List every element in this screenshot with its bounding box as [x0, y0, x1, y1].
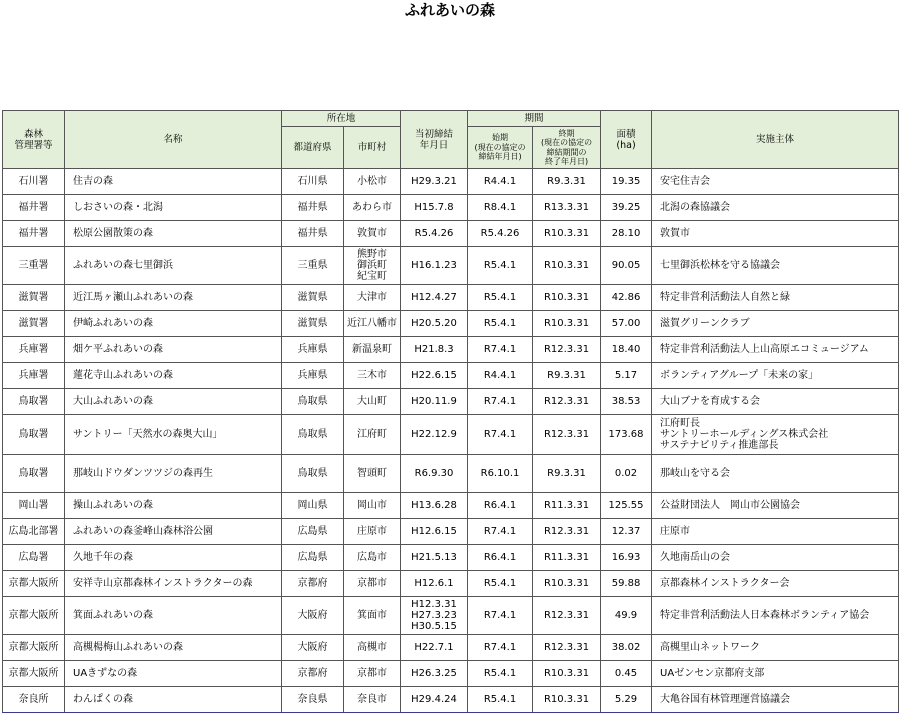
cell-name: 那岐山ドウダンツツジの森再生: [65, 455, 282, 493]
cell-initial-date: R5.4.26: [401, 221, 468, 247]
cell-office: 広島北部署: [3, 519, 65, 545]
cell-prefecture: 岡山県: [282, 493, 344, 519]
cell-area: 28.10: [601, 221, 652, 247]
cell-initial-date: H22.12.9: [401, 415, 468, 455]
cell-prefecture: 滋賀県: [282, 285, 344, 311]
cell-area: 12.37: [601, 519, 652, 545]
cell-city: 敦賀市: [344, 221, 401, 247]
cell-office: 三重署: [3, 247, 65, 285]
cell-prefecture: 鳥取県: [282, 455, 344, 493]
cell-area: 59.88: [601, 571, 652, 597]
cell-start: R7.4.1: [468, 337, 533, 363]
cell-city: 岡山市: [344, 493, 401, 519]
cell-initial-date: H29.4.24: [401, 687, 468, 713]
cell-office: 滋賀署: [3, 285, 65, 311]
cell-start: R5.4.1: [468, 247, 533, 285]
cell-area: 16.93: [601, 545, 652, 571]
cell-organization: 大山ブナを育成する会: [652, 389, 899, 415]
cell-office: 京都大阪所: [3, 571, 65, 597]
cell-city: 庄原市: [344, 519, 401, 545]
table-row: [3, 519, 899, 545]
cell-start: R4.4.1: [468, 363, 533, 389]
cell-organization: 安宅住吉会: [652, 169, 899, 195]
cell-start: R7.4.1: [468, 519, 533, 545]
table-row: [3, 687, 899, 713]
cell-initial-date: H20.5.20: [401, 311, 468, 337]
cell-start: R6.4.1: [468, 493, 533, 519]
cell-organization: 滋賀グリーンクラブ: [652, 311, 899, 337]
forest-table: [2, 110, 899, 713]
cell-initial-date: H15.7.8: [401, 195, 468, 221]
cell-office: 鳥取署: [3, 415, 65, 455]
cell-office: 福井署: [3, 221, 65, 247]
cell-organization: 七里御浜松林を守る協議会: [652, 247, 899, 285]
cell-organization: 公益財団法人 岡山市公園協会: [652, 493, 899, 519]
cell-prefecture: 福井県: [282, 195, 344, 221]
cell-office: 岡山署: [3, 493, 65, 519]
header-end: 終期 (現在の協定の 締結期間の 終了年月日): [533, 127, 601, 169]
table-row: [3, 493, 899, 519]
cell-city: 京都市: [344, 571, 401, 597]
cell-name: しおさいの森・北潟: [65, 195, 282, 221]
cell-organization: 大亀谷国有林管理運営協議会: [652, 687, 899, 713]
cell-office: 広島署: [3, 545, 65, 571]
cell-initial-date: H22.6.15: [401, 363, 468, 389]
cell-organization: 高槻里山ネットワーク: [652, 635, 899, 661]
cell-area: 19.35: [601, 169, 652, 195]
cell-area: 5.17: [601, 363, 652, 389]
cell-prefecture: 京都府: [282, 571, 344, 597]
table-row: [3, 415, 899, 455]
cell-city: 智頭町: [344, 455, 401, 493]
cell-office: 鳥取署: [3, 389, 65, 415]
cell-initial-date: H21.8.3: [401, 337, 468, 363]
cell-organization: 那岐山を守る会: [652, 455, 899, 493]
table-row: [3, 545, 899, 571]
page-title: ふれあいの森: [404, 1, 495, 19]
table-body: [3, 169, 899, 713]
cell-office: 京都大阪所: [3, 635, 65, 661]
cell-initial-date: H13.6.28: [401, 493, 468, 519]
cell-start: R6.4.1: [468, 545, 533, 571]
cell-start: R7.4.1: [468, 389, 533, 415]
cell-city: 奈良市: [344, 687, 401, 713]
table-row: [3, 285, 899, 311]
cell-organization: 特定非営利活動法人日本森林ボランティア協会: [652, 597, 899, 635]
table-header: [3, 111, 899, 169]
cell-end: R11.3.31: [533, 545, 601, 571]
cell-area: 38.53: [601, 389, 652, 415]
cell-initial-date: H20.11.9: [401, 389, 468, 415]
cell-prefecture: 広島県: [282, 545, 344, 571]
cell-start: R5.4.26: [468, 221, 533, 247]
cell-city: 大山町: [344, 389, 401, 415]
cell-prefecture: 鳥取県: [282, 389, 344, 415]
cell-end: R10.3.31: [533, 687, 601, 713]
cell-end: R12.3.31: [533, 635, 601, 661]
cell-area: 57.00: [601, 311, 652, 337]
cell-start: R4.4.1: [468, 169, 533, 195]
cell-office: 福井署: [3, 195, 65, 221]
header-city: 市町村: [344, 127, 401, 169]
cell-name: ふれあいの森七里御浜: [65, 247, 282, 285]
cell-initial-date: H26.3.25: [401, 661, 468, 687]
cell-initial-date: H12.6.15: [401, 519, 468, 545]
cell-city: 箕面市: [344, 597, 401, 635]
cell-end: R13.3.31: [533, 195, 601, 221]
cell-prefecture: 三重県: [282, 247, 344, 285]
cell-name: 箕面ふれあいの森: [65, 597, 282, 635]
cell-city: 三木市: [344, 363, 401, 389]
cell-prefecture: 滋賀県: [282, 311, 344, 337]
cell-organization: 久地南岳山の会: [652, 545, 899, 571]
table-row: [3, 337, 899, 363]
table-row: [3, 571, 899, 597]
cell-city: 京都市: [344, 661, 401, 687]
cell-prefecture: 兵庫県: [282, 363, 344, 389]
cell-start: R5.4.1: [468, 571, 533, 597]
cell-end: R12.3.31: [533, 389, 601, 415]
cell-city: あわら市: [344, 195, 401, 221]
cell-prefecture: 広島県: [282, 519, 344, 545]
cell-initial-date: H21.5.13: [401, 545, 468, 571]
cell-end: R10.3.31: [533, 571, 601, 597]
cell-prefecture: 京都府: [282, 661, 344, 687]
cell-organization: 特定非営利活動法人自然と緑: [652, 285, 899, 311]
cell-office: 京都大阪所: [3, 597, 65, 635]
cell-office: 滋賀署: [3, 311, 65, 337]
cell-city: 江府町: [344, 415, 401, 455]
cell-organization: 京都森林インストラクター会: [652, 571, 899, 597]
cell-start: R5.4.1: [468, 311, 533, 337]
table-row: [3, 455, 899, 493]
table-row: [3, 661, 899, 687]
cell-office: 兵庫署: [3, 337, 65, 363]
cell-organization: 庄原市: [652, 519, 899, 545]
table-row: [3, 389, 899, 415]
cell-prefecture: 石川県: [282, 169, 344, 195]
cell-end: R12.3.31: [533, 519, 601, 545]
header-prefecture: 都道府県: [282, 127, 344, 169]
cell-name: わんぱくの森: [65, 687, 282, 713]
header-initial-date: 当初締結 年月日: [401, 111, 468, 169]
table-row: [3, 221, 899, 247]
header-location: 所在地: [282, 111, 401, 127]
header-period: 期間: [468, 111, 601, 127]
cell-initial-date: H12.4.27: [401, 285, 468, 311]
cell-start: R7.4.1: [468, 635, 533, 661]
cell-end: R10.3.31: [533, 285, 601, 311]
cell-area: 173.68: [601, 415, 652, 455]
cell-end: R10.3.31: [533, 221, 601, 247]
header-area: 面積 (ha): [601, 111, 652, 169]
table-row: [3, 635, 899, 661]
cell-city: 高槻市: [344, 635, 401, 661]
cell-start: R7.4.1: [468, 597, 533, 635]
table-row: [3, 195, 899, 221]
cell-city: 小松市: [344, 169, 401, 195]
header-office: 森林 管理署等: [3, 111, 65, 169]
cell-initial-date: H12.6.1: [401, 571, 468, 597]
cell-start: R6.10.1: [468, 455, 533, 493]
cell-organization: UAゼンセン京都府支部: [652, 661, 899, 687]
cell-end: R12.3.31: [533, 337, 601, 363]
cell-organization: ボランティアグループ「未来の家」: [652, 363, 899, 389]
cell-city: 新温泉町: [344, 337, 401, 363]
cell-name: サントリー「天然水の森奥大山」: [65, 415, 282, 455]
cell-city: 熊野市 御浜町 紀宝町: [344, 247, 401, 285]
cell-prefecture: 兵庫県: [282, 337, 344, 363]
cell-office: 鳥取署: [3, 455, 65, 493]
cell-office: 京都大阪所: [3, 661, 65, 687]
cell-end: R9.3.31: [533, 363, 601, 389]
cell-area: 49.9: [601, 597, 652, 635]
cell-name: ふれあいの森釜峰山森林浴公園: [65, 519, 282, 545]
table-row: [3, 169, 899, 195]
cell-start: R5.4.1: [468, 687, 533, 713]
cell-name: 久地千年の森: [65, 545, 282, 571]
cell-initial-date: H16.1.23: [401, 247, 468, 285]
cell-prefecture: 福井県: [282, 221, 344, 247]
cell-name: 大山ふれあいの森: [65, 389, 282, 415]
cell-start: R5.4.1: [468, 661, 533, 687]
cell-organization: 北潟の森協議会: [652, 195, 899, 221]
cell-area: 18.40: [601, 337, 652, 363]
cell-end: R12.3.31: [533, 415, 601, 455]
cell-start: R5.4.1: [468, 285, 533, 311]
cell-prefecture: 奈良県: [282, 687, 344, 713]
header-organization: 実施主体: [652, 111, 899, 169]
cell-name: 近江馬ヶ瀬山ふれあいの森: [65, 285, 282, 311]
cell-area: 5.29: [601, 687, 652, 713]
cell-city: 大津市: [344, 285, 401, 311]
cell-name: 松原公園散策の森: [65, 221, 282, 247]
cell-name: UAきずなの森: [65, 661, 282, 687]
cell-start: R7.4.1: [468, 415, 533, 455]
cell-organization: 敦賀市: [652, 221, 899, 247]
cell-initial-date: H22.7.1: [401, 635, 468, 661]
cell-area: 39.25: [601, 195, 652, 221]
cell-prefecture: 大阪府: [282, 597, 344, 635]
cell-prefecture: 大阪府: [282, 635, 344, 661]
cell-end: R10.3.31: [533, 661, 601, 687]
cell-start: R8.4.1: [468, 195, 533, 221]
cell-area: 42.86: [601, 285, 652, 311]
cell-end: R9.3.31: [533, 169, 601, 195]
table-row: [3, 363, 899, 389]
cell-name: 伊崎ふれあいの森: [65, 311, 282, 337]
cell-area: 125.55: [601, 493, 652, 519]
cell-name: 安祥寺山京都森林インストラクターの森: [65, 571, 282, 597]
cell-end: R11.3.31: [533, 493, 601, 519]
cell-city: 広島市: [344, 545, 401, 571]
cell-name: 操山ふれあいの森: [65, 493, 282, 519]
cell-end: R10.3.31: [533, 311, 601, 337]
cell-office: 奈良所: [3, 687, 65, 713]
cell-name: 住吉の森: [65, 169, 282, 195]
cell-city: 近江八幡市: [344, 311, 401, 337]
cell-name: 蓮花寺山ふれあいの森: [65, 363, 282, 389]
cell-end: R9.3.31: [533, 455, 601, 493]
cell-office: 兵庫署: [3, 363, 65, 389]
cell-initial-date: H29.3.21: [401, 169, 468, 195]
table-row: [3, 597, 899, 635]
cell-organization: 特定非営利活動法人上山高原エコミュージアム: [652, 337, 899, 363]
cell-office: 石川署: [3, 169, 65, 195]
table-row: [3, 247, 899, 285]
cell-name: 畑ケ平ふれあいの森: [65, 337, 282, 363]
cell-area: 0.45: [601, 661, 652, 687]
cell-end: R12.3.31: [533, 597, 601, 635]
cell-initial-date: H12.3.31 H27.3.23 H30.5.15: [401, 597, 468, 635]
cell-initial-date: R6.9.30: [401, 455, 468, 493]
cell-area: 90.05: [601, 247, 652, 285]
cell-prefecture: 鳥取県: [282, 415, 344, 455]
cell-area: 38.02: [601, 635, 652, 661]
cell-area: 0.02: [601, 455, 652, 493]
cell-name: 高槻楊梅山ふれあいの森: [65, 635, 282, 661]
table-row: [3, 311, 899, 337]
header-name: 名称: [65, 111, 282, 169]
header-start: 始期 (現在の協定の 締結年月日): [468, 127, 533, 169]
cell-end: R10.3.31: [533, 247, 601, 285]
cell-organization: 江府町長 サントリーホールディングス株式会社 サステナビリティ推進部長: [652, 415, 899, 455]
